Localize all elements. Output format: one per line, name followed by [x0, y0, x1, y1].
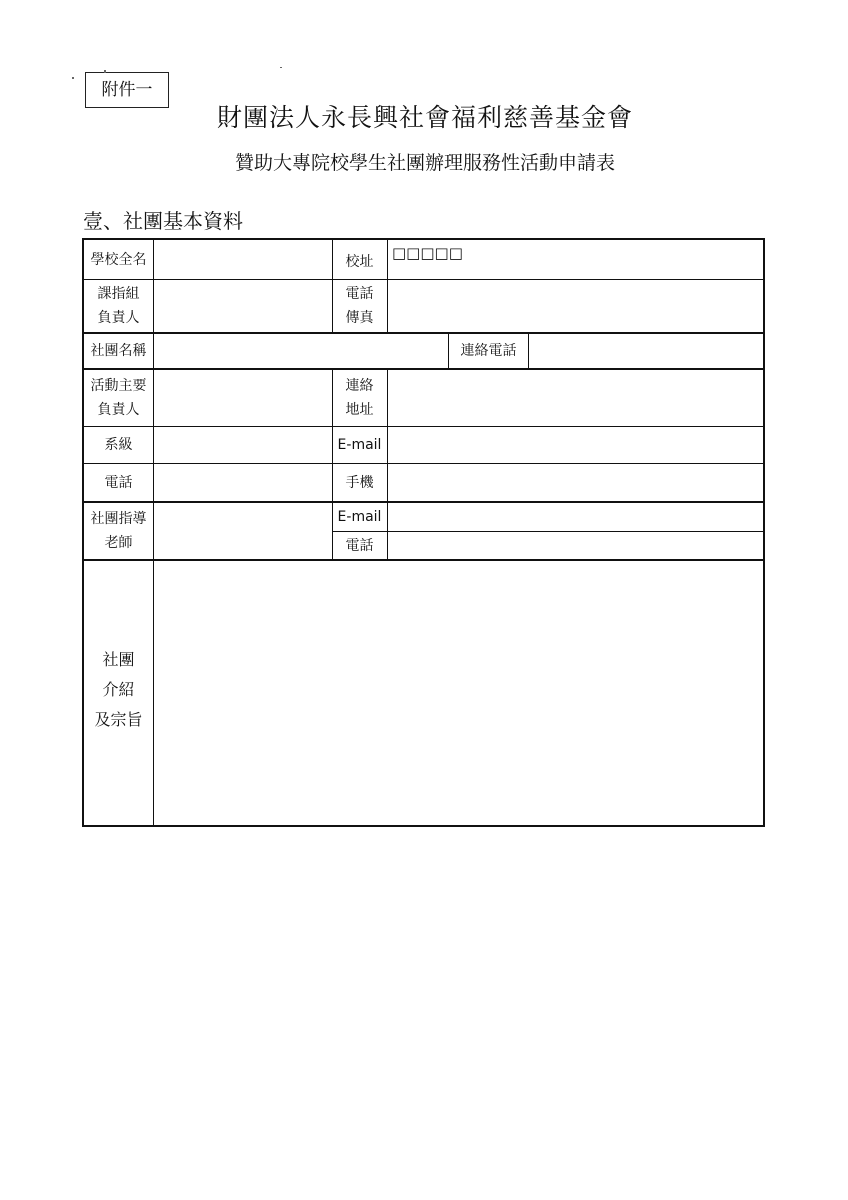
telephone-field[interactable]	[154, 464, 332, 501]
contact-address-label	[332, 370, 387, 426]
section-heading: 壹、社團基本資料	[83, 209, 243, 233]
contact-address-label-line2: 地址	[345, 402, 374, 418]
office-head-label	[84, 280, 153, 332]
department-field[interactable]	[154, 427, 332, 463]
club-intro-block	[82, 559, 765, 827]
basic-info-form	[82, 238, 765, 828]
school-info-block	[82, 238, 765, 334]
contact-address-field[interactable]	[388, 370, 763, 426]
club-intro-field[interactable]	[154, 561, 763, 825]
club-name-field[interactable]	[154, 334, 448, 368]
phone-fax-field[interactable]	[388, 280, 763, 332]
advisor-name-field[interactable]	[154, 503, 332, 559]
club-intro-label-line2: 介紹	[102, 680, 135, 699]
form-subtitle: 贊助大專院校學生社團辦理服務性活動申請表	[234, 152, 615, 174]
advisor-block	[82, 501, 765, 561]
activity-lead-label	[84, 370, 153, 426]
contact-phone-label: 連絡電話	[460, 343, 517, 359]
telephone-label: 電話	[104, 474, 133, 491]
advisor-email-field[interactable]	[388, 503, 763, 531]
scan-speck	[104, 70, 106, 73]
office-head-label-line1: 課指組	[97, 286, 140, 302]
scan-speck	[280, 67, 282, 68]
school-name-label: 學校全名	[90, 251, 147, 268]
activity-lead-label-line2: 負責人	[97, 402, 140, 418]
advisor-label	[84, 503, 153, 559]
club-intro-label-line3: 及宗旨	[94, 710, 143, 729]
school-address-label: 校址	[345, 253, 374, 270]
advisor-phone-field[interactable]	[388, 532, 763, 559]
advisor-label-line1: 社團指導	[90, 511, 147, 527]
phone-fax-label	[332, 280, 387, 332]
scan-speck	[72, 77, 74, 79]
email-label: E-mail	[337, 437, 382, 453]
advisor-phone-label: 電話	[345, 537, 374, 554]
club-intro-label-line1: 社團	[102, 650, 135, 669]
contact-phone-field[interactable]	[529, 334, 763, 368]
annex-label: 附件一	[85, 72, 169, 108]
office-head-label-line2: 負責人	[97, 310, 140, 326]
mobile-label: 手機	[345, 474, 374, 491]
department-label: 系級	[104, 437, 133, 453]
office-head-field[interactable]	[154, 280, 332, 332]
email-field[interactable]	[388, 427, 763, 463]
mobile-field[interactable]	[388, 464, 763, 501]
club-name-label: 社團名稱	[90, 343, 147, 359]
club-intro-label	[84, 645, 153, 735]
postal-code-boxes[interactable]: □□□□□	[392, 244, 463, 262]
contact-address-label-line1: 連絡	[345, 378, 374, 394]
school-name-field[interactable]	[154, 240, 332, 279]
activity-lead-field[interactable]	[154, 370, 332, 426]
fax-label: 傳真	[345, 310, 374, 326]
club-name-block	[82, 332, 765, 370]
activity-lead-block	[82, 368, 765, 503]
advisor-email-label: E-mail	[337, 509, 382, 525]
foundation-title: 財團法人永長興社會福利慈善基金會	[216, 103, 633, 132]
activity-lead-label-line1: 活動主要	[90, 378, 147, 394]
phone-label: 電話	[345, 286, 374, 302]
advisor-label-line2: 老師	[104, 535, 133, 551]
